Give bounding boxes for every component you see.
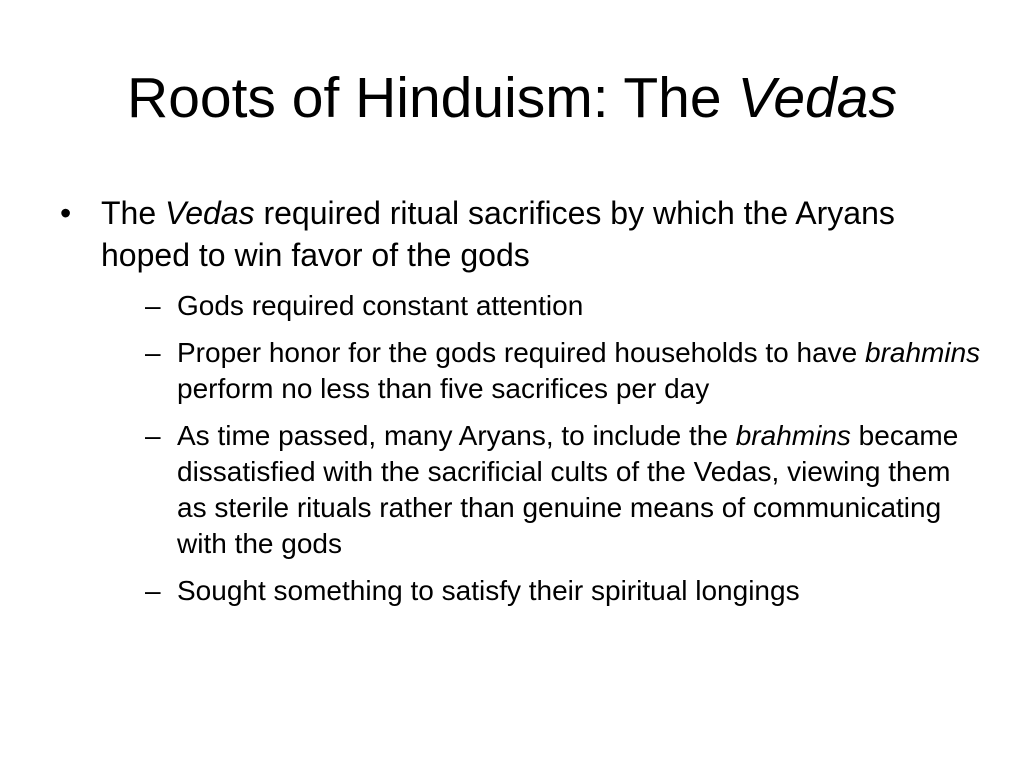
- sub-bullet-item: [145, 418, 987, 562]
- bullet-text-italic: Vedas: [165, 195, 255, 231]
- sub-bullet-text: [177, 420, 958, 559]
- bullet-item: [56, 192, 976, 276]
- sub-bullet-text: Sought something to satisfy their spiritual longings: [177, 575, 800, 606]
- sub-bullet-marker: –: [145, 575, 161, 606]
- sub-bullet-text-part: Proper honor for the gods required households to have: [177, 337, 866, 368]
- sub-bullet-marker: –: [145, 290, 161, 321]
- sub-bullet-text: Gods required constant attention: [177, 290, 584, 321]
- sub-bullet-text-part: perform no less than five sacrifices per day: [177, 373, 710, 404]
- slide-body: [56, 192, 981, 620]
- sub-bullet-item: [145, 288, 987, 324]
- sub-bullet-text-part: As time passed, many Aryans, to include the: [177, 420, 736, 451]
- slide-title: [0, 62, 1024, 134]
- sub-bullet-marker: –: [145, 420, 161, 451]
- sub-bullet-text: [177, 337, 980, 404]
- sub-bullet-text-italic: brahmins: [735, 420, 851, 451]
- sub-bullet-item: [145, 335, 987, 407]
- sub-bullet-text-italic: brahmins: [865, 337, 981, 368]
- slide-title-text: Roots of Hinduism: The: [127, 66, 722, 130]
- slide-title-emphasis: Vedas: [737, 66, 897, 130]
- sub-bullet-marker: –: [145, 337, 161, 368]
- bullet-text-part: The: [101, 195, 166, 231]
- bullet-text: [101, 195, 895, 273]
- bullet-text-part: required ritual sacrifices by which the Aryans hoped to win favor of the gods: [101, 195, 895, 273]
- sub-bullet-item: [145, 573, 987, 609]
- bullet-marker: •: [60, 195, 72, 231]
- sub-bullet-text-part: became dissatisfied with the sacrificial cults of the Vedas, viewing them as sterile rituals rather than genuine means of communicating with the gods: [177, 420, 959, 559]
